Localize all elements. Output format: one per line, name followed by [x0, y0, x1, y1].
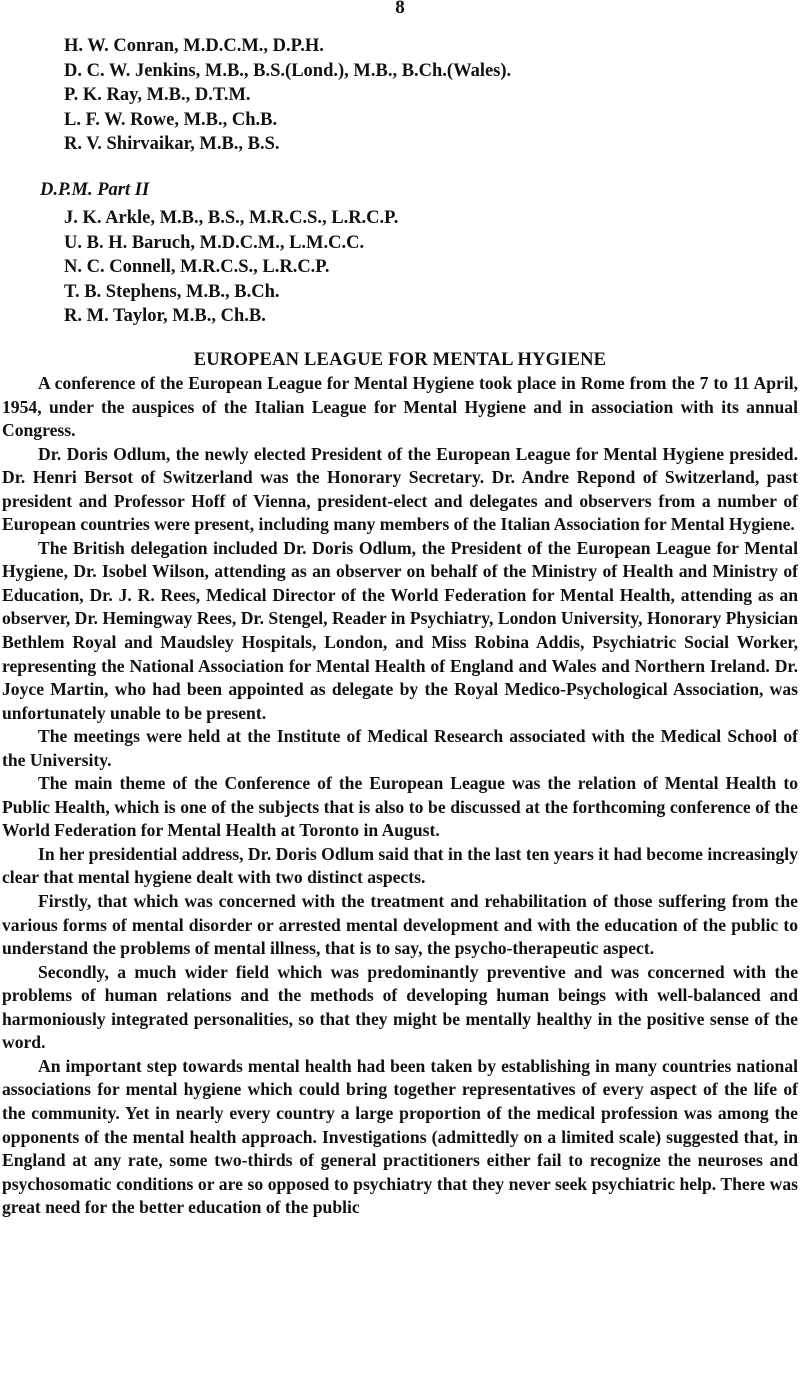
paragraph: The British delegation included Dr. Doris Odlum, the President of the European League for Mental Hygiene, Dr. Isobel Wilson, attending as an observer on behalf of the Ministry of Health and Ministry of Education, Dr. J. R. Rees, Medical Director of the World Federation for Mental Health, attending as an observer, Dr. Hemingway Rees, Dr. Stengel, Reader in Psychiatry, London University, Honorary Physician Bethlem Royal and Maudsley Hospitals, London, and Miss Robina Addis, Psychiatric Social Worker, representing the National Association for Mental Health of England and Wales and Northern Ireland. Dr. Joyce Martin, who had been appointed as delegate by the Royal Medico-Psychological Association, was unfortunately unable to be present.	[2, 537, 798, 723]
paragraph: In her presidential address, Dr. Doris Odlum said that in the last ten years it had become increasingly clear that mental hygiene dealt with two distinct aspects.	[2, 843, 798, 888]
article-body	[2, 372, 798, 1220]
page-number: 8	[395, 0, 405, 18]
graduate-list-part-one	[64, 34, 511, 157]
paragraph: Dr. Doris Odlum, the newly elected President of the European League for Mental Hygiene presided. Dr. Henri Bersot of Switzerland was the Honorary Secretary. Dr. Andre Repond of Switzerland, past president and Professor Hoff of Vienna, president-elect and delegates and observers from a number of European countries were present, including many members of the Italian Association for Mental Hygiene.	[2, 443, 798, 535]
list-item: U. B. H. Baruch, M.D.C.M., L.M.C.C.	[64, 232, 365, 253]
paragraph: The main theme of the Conference of the European League was the relation of Mental Health to Public Health, which is one of the subjects that is also to be discussed at the forthcoming conference of the World Federation for Mental Health at Toronto in August.	[2, 773, 798, 841]
paragraph: A conference of the European League for Mental Hygiene took place in Rome from the 7 to 11 April, 1954, under the auspices of the Italian League for Mental Hygiene and in association with its annual Congress.	[2, 373, 798, 441]
list-item: R. M. Taylor, M.B., Ch.B.	[64, 306, 266, 327]
list-item: H. W. Conran, M.D.C.M., D.P.H.	[64, 36, 324, 56]
paragraph: Firstly, that which was concerned with the treatment and rehabilitation of those suffering from the various forms of mental disorder or arrested mental development and with the education of the public to understand the problems of mental illness, that is to say, the psycho-therapeutic aspect.	[2, 891, 798, 959]
list-item: T. B. Stephens, M.B., B.Ch.	[64, 281, 280, 302]
paragraph: Secondly, a much wider field which was predominantly preventive and was concerned with the problems of human relations and the methods of developing human beings with well-balanced and harmoniously integrated personalities, so that they might be mentally healthy in the positive sense of the word.	[2, 961, 798, 1053]
article-title: EUROPEAN LEAGUE FOR MENTAL HYGIENE	[193, 350, 607, 370]
list-item: D. C. W. Jenkins, M.B., B.S.(Lond.), M.B., B.Ch.(Wales).	[64, 60, 512, 81]
list-item: N. C. Connell, M.R.C.S., L.R.C.P.	[64, 257, 330, 278]
list-item: L. F. W. Rowe, M.B., Ch.B.	[64, 109, 278, 130]
graduate-list-part-two	[64, 206, 398, 329]
paragraph: The meetings were held at the Institute of Medical Research associated with the Medical School of the University.	[2, 726, 798, 770]
list-item: P. K. Ray, M.B., D.T.M.	[64, 85, 251, 106]
paragraph: An important step towards mental health had been taken by establishing in many countries national associations for mental hygiene which could bring together representatives of every aspect of the life of the community. Yet in nearly every country a large proportion of the medical profession was among the opponents of the mental health approach. Investigations (admittedly on a limited scale) suggested that, in England at any rate, some two-thirds of general practitioners either fail to recognize the neuroses and psychosomatic conditions or are so opposed to psychiatry that they never seek psychiatric help. There was great need for the better education of the public	[2, 1055, 798, 1218]
list-item: J. K. Arkle, M.B., B.S., M.R.C.S., L.R.C.P.	[64, 208, 399, 228]
list-item: R. V. Shirvaikar, M.B., B.S.	[64, 134, 280, 155]
section-heading: D.P.M. Part II	[40, 180, 150, 200]
